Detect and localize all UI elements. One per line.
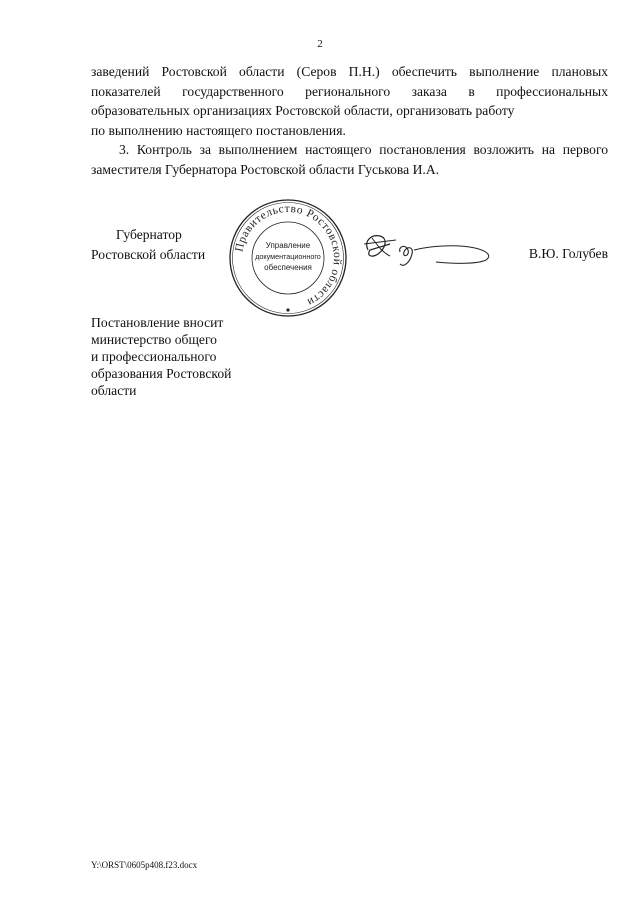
paragraph-continuation	[91, 62, 608, 121]
file-path-footer: Y:\ORST\0605p408.f23.docx	[91, 860, 198, 870]
text-line: 3. Контроль за выполнением настоящего постановления возложить	[119, 142, 534, 158]
signatory-title	[91, 225, 205, 264]
seal-ring-text: Правительство Ростовской области	[233, 202, 344, 309]
page-number: 2	[317, 38, 323, 50]
submitter-line: образования Ростовской	[91, 366, 232, 381]
submitter-note	[91, 314, 231, 399]
signatory-position: Губернатор	[116, 227, 182, 242]
handwritten-signature	[360, 224, 500, 272]
submitter-line: и профессионального	[91, 349, 217, 364]
signatory-name: В.Ю. Голубев	[528, 246, 608, 261]
document-body	[91, 62, 608, 180]
text-line: показателей государственного регионального заказа в профессиональных	[91, 83, 608, 99]
paragraph-continuation-end	[91, 121, 608, 141]
official-seal	[228, 198, 348, 318]
submitter-line: Постановление вносит	[91, 315, 224, 330]
submitter-line: министерство общего	[91, 332, 217, 347]
text-line: на первого заместителя Губернатора Ростовской области Гуськова И.А.	[91, 142, 608, 177]
paragraph-3	[91, 140, 608, 179]
signatory-region: Ростовской области	[91, 246, 206, 262]
text-line: образовательных организациях Ростовской области, организовать работу	[91, 103, 515, 119]
seal-center-line2: документационного	[255, 252, 321, 261]
text-line: заведений Ростовской области (Серов П.Н.) обеспечить выполнение плановых	[91, 64, 608, 79]
submitter-line: области	[91, 383, 137, 398]
seal-center-line3: обеспечения	[264, 263, 312, 272]
text-line: по выполнению настоящего постановления.	[91, 122, 346, 138]
seal-center-line1: Управление	[265, 241, 311, 250]
